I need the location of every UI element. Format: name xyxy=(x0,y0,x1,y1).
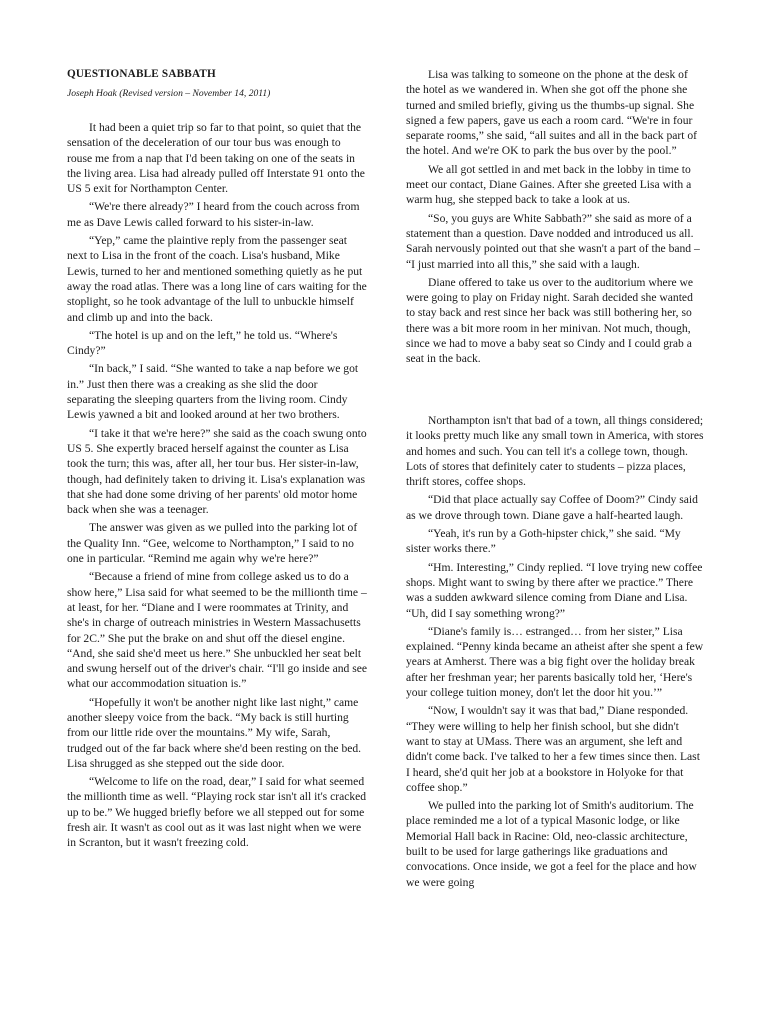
paragraph: “So, you guys are White Sabbath?” she said as more of a statement than a question. Dave nodded and introduced us all. Sarah nervously pointed out that she wasn't a part of the band – “I just married into all this,” she said with a laugh. xyxy=(406,211,700,271)
story-title: QUESTIONABLE SABBATH xyxy=(67,68,216,80)
paragraph: “In back,” I said. “She wanted to take a nap before we got in.” Just then there was a creaking as she slid the door separating the sleeping quarters from the living room. Cindy Lewis yawned a bit and looked around at her two brothers. xyxy=(67,362,359,422)
paragraph: “Now, I wouldn't say it was that bad,” Diane responded. “They were willing to help her finish school, but she didn't want to stay at UMass. There was an argument, she left and didn't come back. I've talked to her a few times since then. Last I heard, she'd quit her job at a bookstore in Holyoke for that coffee shop.” xyxy=(406,704,700,794)
paragraph: “The hotel is up and on the left,” he told us. “Where's Cindy?” xyxy=(67,328,338,358)
paragraph: Lisa was talking to someone on the phone at the desk of the hotel as we wandered in. When she got off the phone she turned and smiled briefly, giving us the thumbs-up signal. She signed a few papers, gave us each a room card. “We're in four separate rooms,” she said, “all suites and all in the back part of the hotel. And we're OK to park the bus over by the pool.” xyxy=(406,68,698,158)
paragraph: “Hopefully it won't be another night like last night,” came another sleepy voice from the back. “My back is still hurting from our little ride over the mountains.” My wife, Sarah, trudged out of the far back where she'd been resting on the bed. Lisa shrugged as she stepped out the side door. xyxy=(67,695,362,770)
paragraph: “We're there already?” I heard from the couch across from me as Dave Lewis called forward to his sister-in-law. xyxy=(67,200,360,229)
paragraph: “Yeah, it's run by a Goth-hipster chick,” she said. “My sister works there.” xyxy=(406,527,681,556)
story-byline: Joseph Hoak (Revised version – November 14, 2011) xyxy=(67,88,271,99)
paragraph: We all got settled in and met back in the lobby in time to meet our contact, Diane Gaines. After she greeted Lisa with a warm hug, she stepped back to take a look at us. xyxy=(406,162,692,207)
paragraph: We pulled into the parking lot of Smith's auditorium. The place reminded me a lot of a typical Masonic lodge, or like Memorial Hall back in Racine: Old, neo-classic architecture, built to be used for large gatherings like graduations and convocations. Once inside, we got a feel for the place and how we were going xyxy=(406,799,697,889)
paragraph: “Because a friend of mine from college asked us to do a show here,” Lisa said for what seemed to be the millionth time – at least, for her. “Diane and I were roommates at Trinity, and she's in charge of outreach ministries in Western Massachusetts for 2C.” She put the brake on and shut off the diesel engine. “And, she said she'd meet us here.” She unbuckled her seat belt and swung herself out of the driver's chair. “I'll go inside and see what our accommodation situation is.” xyxy=(67,570,368,691)
paragraph: The answer was given as we pulled into the parking lot of the Quality Inn. “Gee, welcome to Northampton,” I said to no one in particular. “Remind me again why we're here?” xyxy=(67,521,358,566)
paragraph: “Welcome to life on the road, dear,” I said for what seemed the millionth time as well. “Playing rock star isn't all it's cracked up to be.” We hugged briefly before we all stepped out for some fresh air. It wasn't as cool out as it was last night when we were in Scranton, but it wasn't freezing cold. xyxy=(67,775,367,850)
paragraph: “Yep,” came the plaintive reply from the passenger seat next to Lisa in the front of the coach. Lisa's husband, Mike Lewis, turned to her and mentioned something quietly as he put away the road atlas. There was a long line of cars waiting for the stoplight, so he took advantage of the lull to unbuckle himself and climb up and into the back. xyxy=(67,234,367,324)
paragraph: Diane offered to take us over to the auditorium where we were going to play on Friday night. Sarah decided she wanted to stay back and rest since her back was still bothering her, so there was a bit more room in her minivan. Not much, though, since we had to move a baby seat so Cindy and I could grab a seat in the back. xyxy=(406,275,694,366)
left-column-text xyxy=(67,120,368,851)
paragraph: “Did that place actually say Coffee of Doom?” Cindy said as we drove through town. Diane gave a half-hearted laugh. xyxy=(406,493,698,522)
right-column-top-text xyxy=(406,67,704,367)
paragraph: “Diane's family is… estranged… from her sister,” Lisa explained. “Penny kinda became an atheist after she spent a few years at Amherst. There was a big fight over the holiday break after her freshman year; her parents basically told her, ‘Here's your college tuition money, don't let the door hit you.’” xyxy=(406,624,704,700)
paragraph: “Hm. Interesting,” Cindy replied. “I love trying new coffee shops. Might want to swing by there after we practice.” There was a sudden awkward silence coming from Diane and Lisa. “Uh, did I say something wrong?” xyxy=(406,560,703,620)
paragraph: It had been a quiet trip so far to that point, so quiet that the sensation of the deceleration of our tour bus was enough to rouse me from a nap that I'd been taking on one of the seats in the living area. Lisa had already pulled off Interstate 91 onto the US 5 exit for Northampton Center. xyxy=(67,121,365,196)
paragraph: Northampton isn't that bad of a town, all things considered; it looks pretty much like any small town in America, with stores and homes and such. You can tell it's a college town, though. Lots of stores that definitely cater to students – pizza places, thrift stores, coffee shops. xyxy=(406,414,704,489)
paragraph: “I take it that we're here?” she said as the coach swung onto US 5. She expertly braced herself against the counter as Lisa took the turn; this was, after all, her tour bus. Her sister-in-law, though, had definitely taken to driving it. Lisa's explanation was that she had done some driving of her parents' old motor home back when she was a teenager. xyxy=(67,426,367,517)
right-column-bottom-text xyxy=(406,413,704,890)
